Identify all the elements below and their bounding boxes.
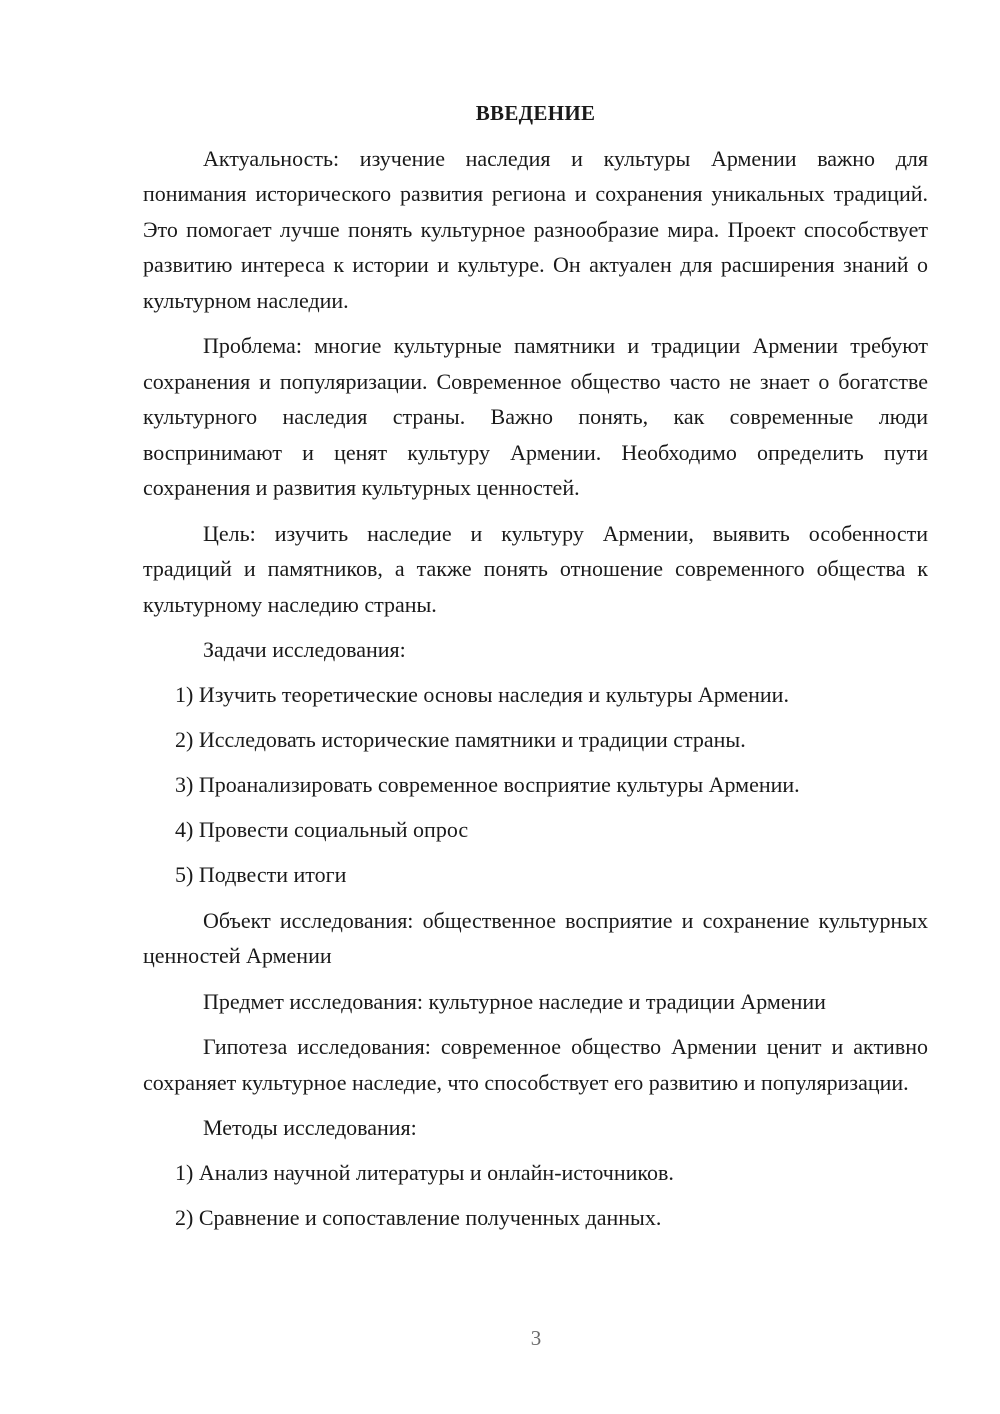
object-paragraph: Объект исследования: общественное восприятие и сохранение культурных ценностей Армении xyxy=(143,907,928,968)
goal-paragraph: Цель: изучить наследие и культуру Армении, выявить особенности традиций и памятников, а также понять отношение современного общества к культурному наследию страны. xyxy=(143,520,928,617)
problem-paragraph: Проблема: многие культурные памятники и традиции Армении требуют сохранения и популяризации. Современное общество часто не знает о богатстве культурного наследия страны. Важно понять, как современные люди воспринимают и ценят культуру Армении. Необходимо определить пути сохранения и развития культурных ценностей. xyxy=(143,333,928,500)
hypothesis-paragraph: Гипотеза исследования: современное общество Армении ценит и активно сохраняет культурное наследие, что способствует его развитию и популяризации. xyxy=(143,1034,928,1095)
tasks-list xyxy=(143,677,928,893)
list-item: 1) Изучить теоретические основы наследия и культуры Армении. xyxy=(175,682,789,707)
list-item: 2) Исследовать исторические памятники и традиции страны. xyxy=(175,727,746,752)
list-item: 4) Провести социальный опрос xyxy=(175,817,469,842)
list-item: 1) Анализ научной литературы и онлайн-источников. xyxy=(175,1160,674,1185)
relevance-paragraph: Актуальность: изучение наследия и культуры Армении важно для понимания исторического развития региона и сохранения уникальных традиций. Это помогает лучше понять культурное разнообразие мира. Проект способствует развитию интереса к истории и культуре. Он актуален для расширения знаний о культурном наследии. xyxy=(143,145,928,313)
list-item: 5) Подвести итоги xyxy=(175,862,347,887)
subject-paragraph: Предмет исследования: культурное наследие и традиции Армении xyxy=(203,988,826,1014)
document-page xyxy=(143,96,928,1236)
tasks-heading: Задачи исследования: xyxy=(203,637,406,662)
page-number: 3 xyxy=(530,1326,542,1350)
page-title: ВВЕДЕНИЕ xyxy=(475,101,596,125)
list-item: 2) Сравнение и сопоставление полученных данных. xyxy=(175,1205,662,1230)
methods-list xyxy=(143,1155,928,1236)
methods-heading: Методы исследования: xyxy=(203,1115,417,1140)
list-item: 3) Проанализировать современное восприятие культуры Армении. xyxy=(175,772,800,797)
